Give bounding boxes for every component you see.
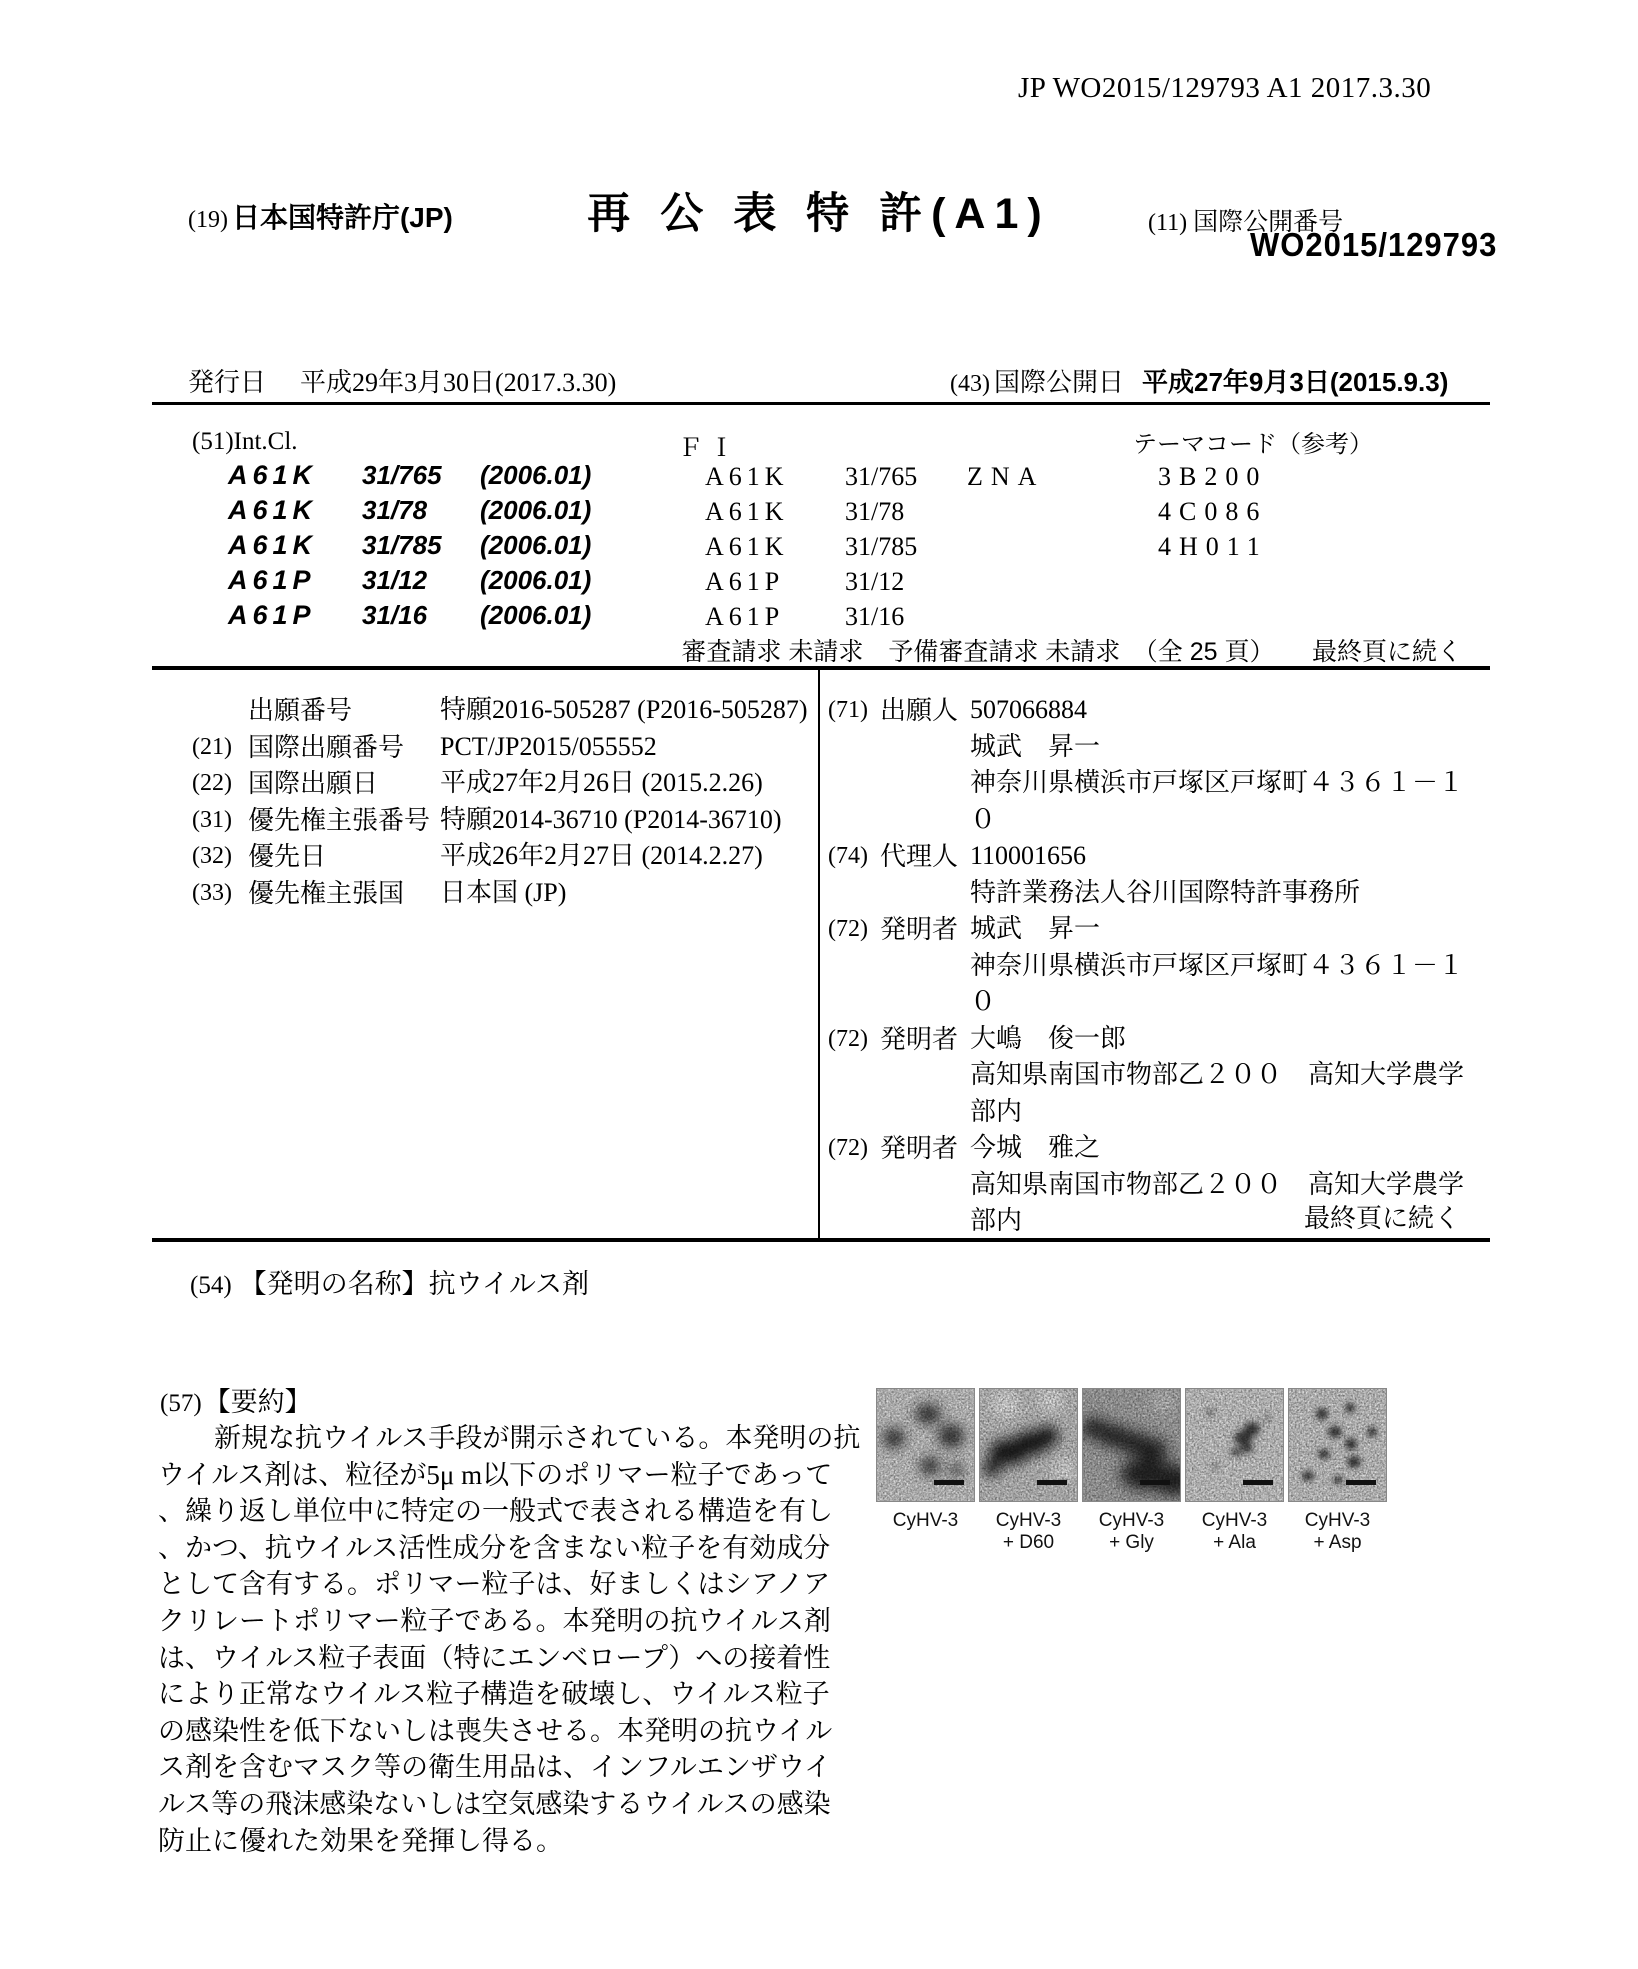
biblio-row-intl-filing-date: (22) 国際出願日 平成27年2月26日 (2015.2.26) <box>192 768 763 798</box>
micrograph-panel-3 <box>1082 1388 1181 1554</box>
inventor-entry: (72) 発明者 大嶋 俊一郎 高知県南国市物部乙２００ 高知大学農学 部内 <box>828 1023 1465 1126</box>
abstract-line: 、繰り返し単位中に特定の一般式で表される構造を有し <box>158 1496 833 1527</box>
abstract-line: ス剤を含むマスク等の衛生用品は、インフルエンザウイ <box>158 1752 832 1783</box>
intl-publication-date-value: 平成27年9月3日(2015.9.3) <box>1142 367 1449 397</box>
micrograph-image <box>979 1388 1078 1502</box>
micrograph-image <box>1185 1388 1284 1502</box>
abstract-line: は、ウイルス粒子表面（特にエンベロープ）への接着性 <box>158 1642 831 1673</box>
theme-code-list <box>1158 462 1268 567</box>
biblio-left-column <box>192 692 808 911</box>
abstract-text <box>158 1420 863 1859</box>
abstract-line: として含有する。ポリマー粒子は、好ましくはシアノア <box>158 1569 831 1600</box>
scale-bar <box>1243 1480 1273 1485</box>
micrograph-panel-5 <box>1288 1388 1387 1554</box>
abstract-line: 新規な抗ウイルス手段が開示されている。本発明の抗 <box>214 1423 861 1453</box>
document-kind-title: 再 公 表 特 許(A1) <box>587 190 1051 238</box>
intcl-row: A61K 31/785 (2006.01) <box>228 530 592 560</box>
applicant-entry: (71) 出願人 507066884 城武 昇一 神奈川県横浜市戸塚区戸塚町４３６１－１ ０ <box>828 695 1465 834</box>
abstract-line: ルス等の飛沫感染ないしは空気感染するウイルスの感染 <box>158 1788 831 1819</box>
abstract-line: ウイルス剤は、粒径が5μ m以下のポリマー粒子であって <box>158 1459 833 1490</box>
biblio-row-intl-appnumber: (21) 国際出願番号 PCT/JP2015/055552 <box>192 731 657 762</box>
examination-request-status: 審査請求 未請求 予備審査請求 未請求 （全 25 頁） 最終頁に続く <box>681 638 1462 666</box>
panel-caption: CyHV-3 + Ala <box>1201 1510 1268 1553</box>
biblio-row-priority-number: (31) 優先権主張番号 特願2014-36710 (P2014-36710) <box>192 804 782 835</box>
micrograph-figure <box>876 1388 1387 1554</box>
panel-caption: CyHV-3 + Asp <box>1304 1510 1371 1553</box>
inid-54: (54) <box>190 1272 232 1299</box>
scale-bar <box>1346 1480 1376 1485</box>
horizontal-rule-top <box>152 402 1490 405</box>
biblio-row-appnumber: 出願番号 特願2016-505287 (P2016-505287) <box>248 695 808 725</box>
invention-title: 抗ウイルス剤 <box>428 1269 590 1299</box>
abstract-heading: (57)【要約】 <box>160 1387 312 1417</box>
micrograph-panel-4 <box>1185 1388 1284 1554</box>
fi-row: A61K 31/785 <box>705 532 918 561</box>
fi-row: A61K 31/78 <box>705 497 905 526</box>
inventor-entry: (72) 発明者 城武 昇一 神奈川県横浜市戸塚区戸塚町４３６１－１ ０ <box>828 914 1465 1016</box>
patent-office-name: 日本国特許庁(JP) <box>231 202 453 233</box>
horizontal-rule-bottom <box>152 1238 1490 1242</box>
theme-code: 3B200 <box>1158 462 1268 491</box>
micrograph-image <box>876 1388 975 1502</box>
page-header-reference: JP WO2015/129793 A1 2017.3.30 <box>1018 72 1432 104</box>
theme-code-heading: テーマコード（参考） <box>1133 431 1373 458</box>
intcl-table <box>228 460 591 635</box>
invention-title-row <box>190 1262 589 1301</box>
panel-caption: CyHV-3 + Gly <box>1098 1510 1165 1553</box>
micrograph-panel-2 <box>979 1388 1078 1554</box>
fi-row: A61P 31/12 <box>705 567 905 596</box>
fi-row: A61K 31/765 ZNA <box>705 462 1045 491</box>
intcl-row: A61K 31/78 (2006.01) <box>228 495 592 525</box>
invention-title-label: 【発明の名称】 <box>239 1269 429 1299</box>
intl-publication-date-label: 国際公開日 <box>993 367 1124 397</box>
continued-on-last-page-note: 最終頁に続く <box>1303 1203 1460 1233</box>
scale-bar <box>1037 1480 1067 1485</box>
inventor-entry: (72) 発明者 今城 雅之 高知県南国市物部乙２００ 高知大学農学 部内 <box>828 1133 1465 1235</box>
scale-bar <box>934 1480 964 1485</box>
intcl-row: A61P 31/16 (2006.01) <box>228 600 592 630</box>
micrograph-panel-1 <box>876 1388 975 1554</box>
abstract-line: 、かつ、抗ウイルス活性成分を含まない粒子を有効成分 <box>158 1532 831 1563</box>
biblio-row-priority-country: (33) 優先権主張国 日本国 (JP) <box>192 877 567 908</box>
issue-date-row <box>188 362 616 399</box>
inid-19: (19) <box>188 207 228 233</box>
inid-11: (11) <box>1148 210 1188 236</box>
abstract-line: の感染性を低下ないしは喪失させる。本発明の抗ウイル <box>158 1715 833 1746</box>
biblio-row-priority-date: (32) 優先日 平成26年2月27日 (2014.2.27) <box>192 841 763 871</box>
issue-date-value: 平成29年3月30日(2017.3.30) <box>300 368 617 397</box>
inid-57: (57) <box>160 1390 202 1417</box>
theme-code: 4H011 <box>1158 532 1268 561</box>
panel-caption: CyHV-3 <box>892 1510 959 1531</box>
biblio-right-column <box>828 692 1488 1240</box>
fi-table <box>705 462 1044 637</box>
intcl-heading: (51)Int.Cl. <box>192 428 298 455</box>
issue-date-label: 発行日 <box>188 367 267 397</box>
micrograph-image <box>1082 1388 1181 1502</box>
intcl-row: A61K 31/765 (2006.01) <box>228 460 592 490</box>
fi-row: A61P 31/16 <box>705 602 905 631</box>
column-divider <box>818 666 820 1240</box>
inid-51: (51) <box>192 428 234 455</box>
micrograph-image <box>1288 1388 1387 1502</box>
panel-caption: CyHV-3 + D60 <box>995 1510 1062 1553</box>
abstract-line: 防止に優れた効果を発揮し得る。 <box>158 1825 563 1856</box>
publication-number-label: (11) 国際公開番号 <box>1148 208 1344 236</box>
intcl-row: A61P 31/12 (2006.01) <box>228 565 592 595</box>
agent-entry: (74) 代理人 110001656 特許業務法人谷川国際特許事務所 <box>828 841 1361 907</box>
scale-bar <box>1140 1480 1170 1485</box>
intl-publication-date-row <box>950 362 1448 399</box>
patent-office <box>188 196 453 236</box>
inid-43: (43) <box>950 371 990 397</box>
publication-number: WO2015/129793 <box>1250 226 1498 264</box>
fi-heading: ＦＩ <box>678 435 741 462</box>
horizontal-rule-middle <box>152 666 1490 670</box>
theme-code: 4C086 <box>1158 497 1268 526</box>
abstract-line: により正常なウイルス粒子構造を破壊し、ウイルス粒子 <box>158 1679 830 1710</box>
abstract-line: クリレートポリマー粒子である。本発明の抗ウイルス剤 <box>158 1605 831 1636</box>
